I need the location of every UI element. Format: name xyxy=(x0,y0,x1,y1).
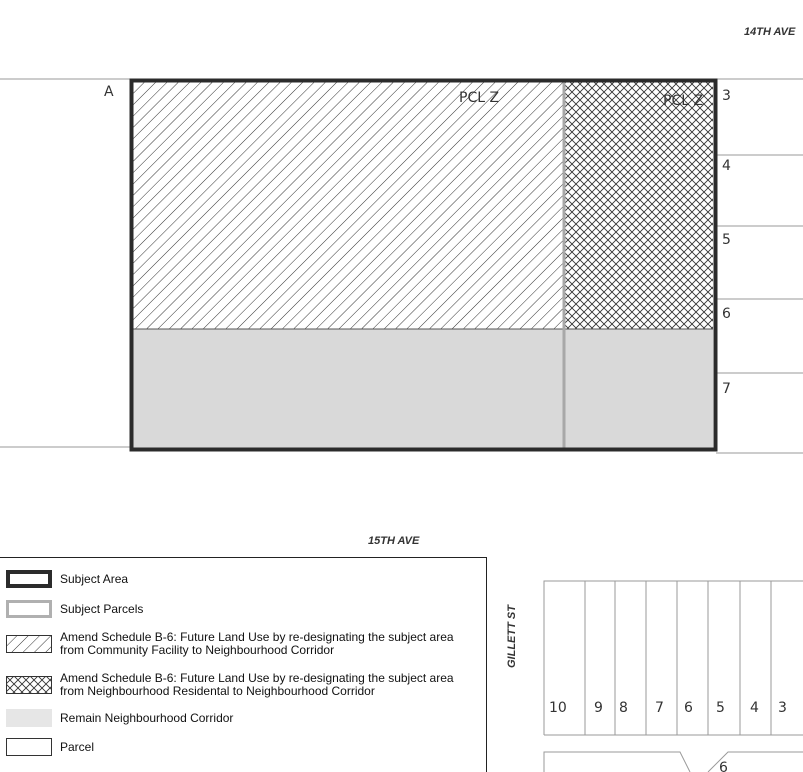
legend-label: Remain Neighbourhood Corridor xyxy=(60,710,234,725)
parcel-label-east: PCL Z xyxy=(663,93,704,109)
legend-label: Amend Schedule B-6: Future Land Use by re-designating the subject area from Community Facility to Neighbourhood Corridor xyxy=(60,630,454,657)
legend-label: Subject Parcels xyxy=(60,601,144,616)
community-facility-redesignation-area xyxy=(133,82,564,329)
lot-label-5: 5 xyxy=(722,232,731,248)
south-lot-partial: 6 xyxy=(719,760,728,772)
lot-label-3: 3 xyxy=(722,88,731,104)
diagonal-hatch-swatch xyxy=(6,635,52,653)
legend-item-subject-area xyxy=(6,570,128,588)
south-lot-10: 10 xyxy=(549,700,567,716)
remain-neighbourhood-corridor-area xyxy=(133,329,713,449)
subject-parcels-swatch xyxy=(6,600,52,618)
street-label-south: 15TH AVE xyxy=(368,535,420,547)
legend-label: Amend Schedule B-6: Future Land Use by re-designating the subject area from Neighbourhood Residental to Neighbourhood Corridor xyxy=(60,671,454,698)
parcel-label-west: PCL Z xyxy=(459,90,500,106)
subject-area-swatch xyxy=(6,570,52,588)
lot-label-6: 6 xyxy=(722,306,731,322)
remain-corridor-swatch xyxy=(6,709,52,727)
block-label: A xyxy=(104,84,114,100)
south-lot-8: 8 xyxy=(619,700,628,716)
lot-label-4: 4 xyxy=(722,158,731,174)
neighbourhood-residential-redesignation-area xyxy=(565,82,713,329)
legend-item-grey-fill xyxy=(6,709,233,727)
legend-item-diagonal-hatch xyxy=(6,631,470,657)
legend-item-parcel xyxy=(6,738,94,756)
south-lot-9: 9 xyxy=(594,700,603,716)
south-lot-4: 4 xyxy=(750,700,759,716)
south-lot-3: 3 xyxy=(778,700,787,716)
legend-item-cross-hatch xyxy=(6,672,470,698)
legend-label: Parcel xyxy=(60,739,95,754)
lot-label-7: 7 xyxy=(722,381,731,397)
map-legend xyxy=(0,557,487,772)
south-lot-5: 5 xyxy=(716,700,725,716)
street-label-north: 14TH AVE xyxy=(744,26,796,38)
south-block xyxy=(544,581,803,772)
parcel-swatch xyxy=(6,738,52,756)
street-label-side: GILLETT ST xyxy=(506,605,518,668)
legend-item-subject-parcels xyxy=(6,600,143,618)
legend-label: Subject Area xyxy=(60,571,129,586)
south-lot-6: 6 xyxy=(684,700,693,716)
cross-hatch-swatch xyxy=(6,676,52,694)
south-lot-7: 7 xyxy=(655,700,664,716)
